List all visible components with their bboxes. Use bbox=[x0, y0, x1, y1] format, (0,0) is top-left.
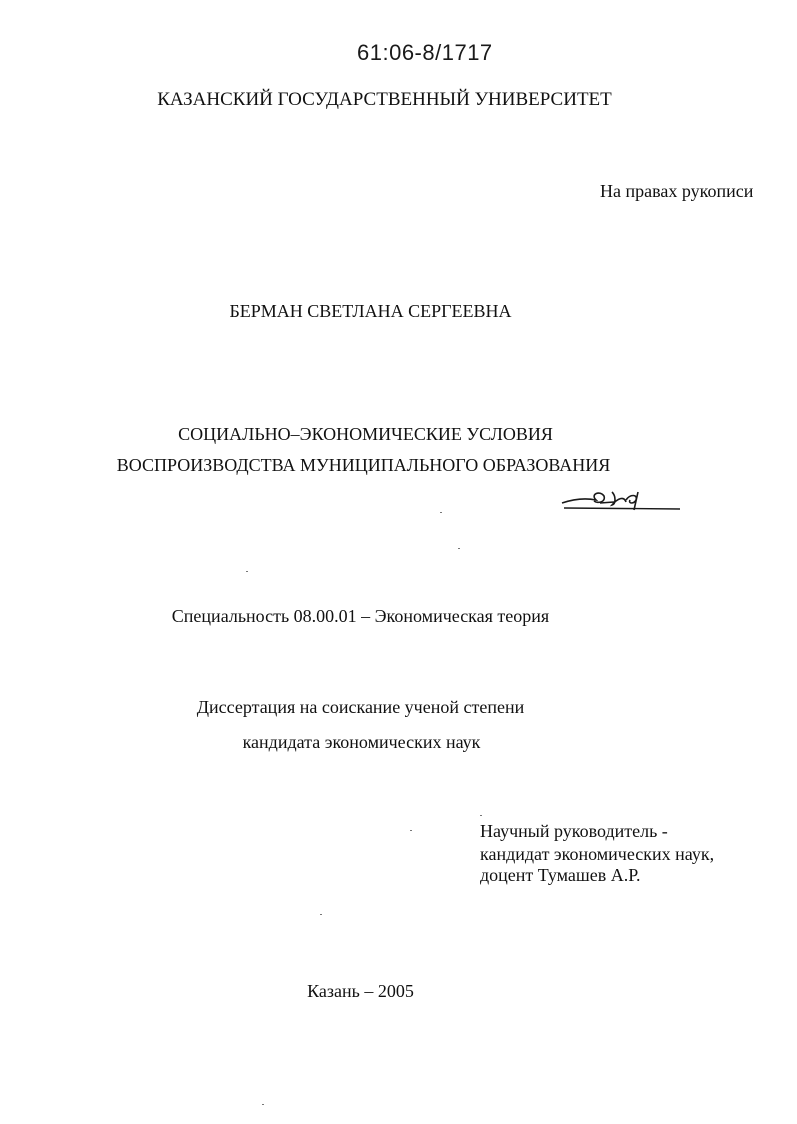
supervisor-line-2: кандидат экономических наук, bbox=[480, 844, 715, 864]
scan-speck bbox=[480, 815, 482, 816]
archive-code-stamp: 61:06-8/1717 bbox=[357, 40, 493, 65]
specialty: Специальность 08.00.01 – Экономическая теория bbox=[171, 606, 550, 626]
university-name: КАЗАНСКИЙ ГОСУДАРСТВЕННЫЙ УНИВЕРСИТЕТ bbox=[157, 89, 612, 110]
supervisor-line-3: доцент Тумашев А.Р. bbox=[480, 865, 641, 885]
city-year: Казань – 2005 bbox=[307, 981, 414, 1001]
scan-speck bbox=[410, 830, 412, 831]
thesis-title-line-2: ВОСПРОИЗВОДСТВА МУНИЦИПАЛЬНОГО ОБРАЗОВАНИЯ bbox=[116, 455, 611, 475]
scan-speck bbox=[246, 571, 248, 572]
rights-note: На правах рукописи bbox=[600, 181, 754, 201]
scan-speck bbox=[440, 512, 442, 513]
supervisor-line-1: Научный руководитель - bbox=[480, 821, 668, 841]
handwritten-signature bbox=[560, 482, 685, 516]
scan-speck bbox=[458, 548, 460, 549]
degree-line-1: Диссертация на соискание ученой степени bbox=[196, 697, 525, 717]
thesis-title-line-1: СОЦИАЛЬНО–ЭКОНОМИЧЕСКИЕ УСЛОВИЯ bbox=[178, 424, 553, 444]
scan-speck bbox=[320, 914, 322, 915]
degree-line-2: кандидата экономических наук bbox=[242, 732, 481, 752]
scan-speck bbox=[262, 1104, 264, 1105]
author-name: БЕРМАН СВЕТЛАНА СЕРГЕЕВНА bbox=[229, 301, 512, 321]
